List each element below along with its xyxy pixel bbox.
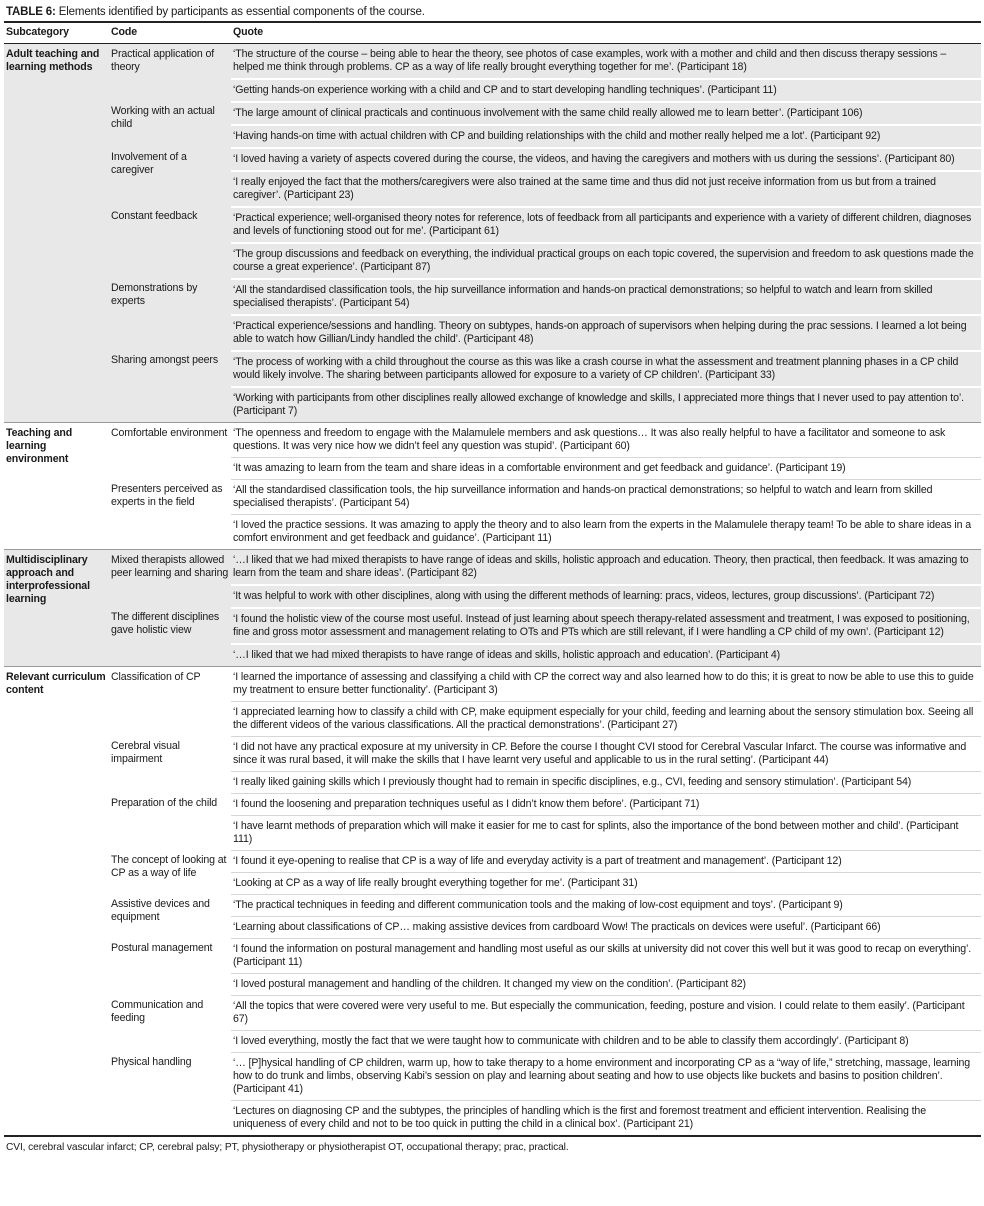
code-cell: Postural management <box>111 942 213 954</box>
code-cell: Demonstrations by experts <box>111 282 198 307</box>
table-row <box>109 793 981 850</box>
table-row <box>109 938 981 995</box>
table-footnote: CVI, cerebral vascular infarct; CP, cerebral palsy; PT, physiotherapy or physiotherapist OT, occupational therapy; prac, practical. <box>6 1142 569 1153</box>
quote-list <box>231 147 981 206</box>
quote-cell: ‘It was helpful to work with other disciplines, along with using the different methods of learning: pracs, videos, lectures, group discussions’. (Participant 72) <box>231 584 981 607</box>
quote-cell: ‘I loved postural management and handling of the children. It changed my view on the condition’. (Participant 82) <box>231 973 981 995</box>
quote-cell: ‘Practical experience; well-organised theory notes for reference, lots of feedback from all participants and experience with a variety of different children, diagnoses and levels of functioning stood out for me’. (Participant 61) <box>231 206 981 242</box>
quote-cell: ‘The openness and freedom to engage with the Malamulele members and ask questions… It was also really helpful to have a facilitator and someone to ask questions. It was very nice how we didn’t feel any question was stupid’. (Participant 60) <box>233 427 946 452</box>
quote-cell: ‘I found the loosening and preparation techniques useful as I didn’t know them before’. (Participant 71) <box>231 793 981 815</box>
quote-list <box>231 206 981 278</box>
subcategory-cell: Multidisciplinary approach and interprofessional learning <box>6 554 90 605</box>
quote-cell: ‘The process of working with a child throughout the course as this was like a crash course in what the assessment and treatment planning phases in a CP child would likely involve. The sharing between participants allowed for exposure to a variety of CP children’. (Participant 33) <box>231 350 981 386</box>
code-cell: Constant feedback <box>111 210 198 222</box>
code-cell: Physical handling <box>111 1056 192 1068</box>
quote-cell: ‘Lectures on diagnosing CP and the subtypes, the principles of handling which is the first and foremost treatment and efficient intervention. Realising the uniqueness of every child and not to be too quick in putting the child in a clinical box’. (Participant 21) <box>231 1100 981 1135</box>
table-row <box>109 147 981 206</box>
quote-list <box>231 101 981 147</box>
table-row <box>109 101 981 147</box>
code-list <box>109 423 981 549</box>
quote-cell: ‘Getting hands-on experience working with a child and CP and to start developing handling techniques’. (Participant 11) <box>231 78 981 101</box>
quote-cell: ‘… [P]hysical handling of CP children, warm up, how to take therapy to a home environment and incorporating CP as a “way of life,” stretching, massage, learning how to do trunk and limbs, observing Kabi’s session on play and learning about seating and how to use objects like buckets and basins to position children’. (Participant 41) <box>231 1052 981 1100</box>
quote-cell: ‘I loved the practice sessions. It was amazing to apply the theory and to also learn from the experts in the Malamulele therapy team! To be able to share ideas in a comfort environment and get feedback and guidance’. (Participant 11) <box>231 514 981 549</box>
quote-cell: ‘I found the holistic view of the course most useful. Instead of just learning about speech therapy-related assessment and treatment, I was exposed to positioning, fine and gross motor assessment and management relating to OTs and PTs which are still relevant, if I were handling a CP child of my own’. (Participant 12) <box>231 607 981 643</box>
header-code: Code <box>111 26 138 38</box>
quote-cell: ‘I found the information on postural management and handling most useful as our skills at university did not cover this well but it was good to recap on everything’. (Participant 11) <box>231 938 981 973</box>
code-cell: Practical application of theory <box>111 48 215 73</box>
quote-cell: ‘I have learnt methods of preparation which will make it easier for me to cast for splints, also the importance of the bond between mother and child’. (Participant 111) <box>231 815 981 850</box>
table-row <box>109 44 981 101</box>
quote-cell: ‘Looking at CP as a way of life really brought everything together for me’. (Participant 31) <box>231 872 981 894</box>
quote-cell: ‘All the topics that were covered were very useful to me. But especially the communication, feeding, posture and vision. I could relate to them easily’. (Participant 67) <box>231 995 981 1030</box>
table <box>4 21 981 1137</box>
table-header <box>4 23 981 44</box>
quote-list <box>231 667 981 736</box>
quote-cell: ‘I did not have any practical exposure at my university in CP. Before the course I thought CVI stood for Cerebral Vascular Infarct. The course was informative and since it was rural based, it will make the skills that I have learnt very useful and applicable to us in the rural setting’. (Participant 44) <box>231 736 981 771</box>
quote-list <box>231 736 981 793</box>
table-row <box>109 1052 981 1135</box>
quote-cell: ‘I learned the importance of assessing and classifying a child with CP the correct way and also learned how to do this; it is great to now be able to use this to guide my treatment to ensure better functionality’. (Participant 3) <box>233 671 974 696</box>
quote-list <box>231 423 981 479</box>
quote-cell: ‘…I liked that we had mixed therapists to have range of ideas and skills, holistic approach and education’. (Participant 4) <box>231 643 981 666</box>
code-cell: Assistive devices and equipment <box>111 898 210 923</box>
quote-list <box>231 1052 981 1135</box>
quote-cell: ‘The practical techniques in feeding and different communication tools and the making of low-cost equipment and toys’. (Participant 9) <box>231 894 981 916</box>
quote-cell: ‘The large amount of clinical practicals and continuous involvement with the same child really allowed me to learn better’. (Participant 106) <box>231 101 981 124</box>
code-cell: Comfortable environment <box>111 427 228 439</box>
table-row <box>109 206 981 278</box>
code-cell: Communication and feeding <box>111 999 204 1024</box>
subcategory-cell: Teaching and learning environment <box>6 427 73 465</box>
code-list <box>109 667 981 1135</box>
quote-cell: ‘Having hands-on time with actual children with CP and building relationships with the child and mother really helped me a lot’. (Participant 92) <box>231 124 981 147</box>
quote-list <box>231 938 981 995</box>
header-quote: Quote <box>233 26 264 38</box>
code-cell: Involvement of a caregiver <box>111 151 187 176</box>
table-row <box>109 423 981 479</box>
table-row <box>109 667 981 736</box>
table-group <box>4 422 981 549</box>
subcategory-cell: Adult teaching and learning methods <box>6 48 100 73</box>
code-cell: Working with an actual child <box>111 105 215 130</box>
quote-list <box>231 995 981 1052</box>
table-row <box>109 607 981 666</box>
table-row <box>109 894 981 938</box>
quote-list <box>231 607 981 666</box>
code-cell: The concept of looking at CP as a way of life <box>111 854 227 879</box>
quote-cell: ‘All the standardised classification tools, the hip surveillance information and hands-on practical demonstrations; so helpful to watch and learn from skilled specialised therapists’. (Participant 54) <box>231 278 981 314</box>
quote-cell: ‘I really liked gaining skills which I previously thought had to remain in specific disciplines, e.g., CVI, feeding and sensory stimulation’. (Participant 54) <box>231 771 981 793</box>
quote-cell: ‘Practical experience/sessions and handling. Theory on subtypes, hands-on approach of supervisors when helping during the prac sessions. I learned a lot being able to watch how Gillian/Lindy handled the child’. (Participant 48) <box>231 314 981 350</box>
quote-cell: ‘Working with participants from other disciplines really allowed exchange of knowledge and skills, I appreciated more things that I never used to pay attention to’. (Participant 7) <box>231 386 981 422</box>
table-group <box>4 666 981 1135</box>
quote-list <box>231 793 981 850</box>
quote-cell: ‘All the standardised classification tools, the hip surveillance information and hands-on practical demonstrations; so helpful to watch and learn from skilled specialised therapists’. (Participant 54) <box>231 479 981 514</box>
quote-cell: ‘I found it eye-opening to realise that CP is a way of life and everyday activity is a part of treatment and management’. (Participant 12) <box>231 850 981 872</box>
quote-list <box>231 894 981 938</box>
quote-cell: ‘I appreciated learning how to classify a child with CP, make equipment especially for your child, feeding and learning about the sensory stimulation box. Seeing all the different videos of the various classifications. All the practical demonstrations’. (Participant 27) <box>231 701 981 736</box>
code-cell: Cerebral visual impairment <box>111 740 180 765</box>
subcategory-cell: Relevant curriculum content <box>6 671 106 696</box>
quote-list <box>231 850 981 894</box>
quote-cell: ‘I really enjoyed the fact that the mothers/caregivers were also trained at the same time and thus did not just receive information from us but from a trained caregiver’. (Participant 23) <box>231 170 981 206</box>
quote-cell: ‘The structure of the course – being able to hear the theory, see photos of case examples, work with a mother and child and then discuss therapy sessions – helped me think through problems. CP as a way of life really brought everything together for me’. (Participant 18) <box>233 48 947 73</box>
table-row <box>109 995 981 1052</box>
quote-cell: ‘Learning about classifications of CP… making assistive devices from cardboard Wow! The practicals on devices were useful’. (Participant 66) <box>231 916 981 938</box>
table-body <box>4 44 981 1135</box>
code-cell: Preparation of the child <box>111 797 218 809</box>
table-label: TABLE 6: <box>6 6 56 18</box>
quote-list <box>231 350 981 422</box>
code-list <box>109 550 981 666</box>
table-row <box>109 736 981 793</box>
quote-list <box>231 278 981 350</box>
quote-cell: ‘…I liked that we had mixed therapists to have range of ideas and skills, holistic approach and education. Theory, then practical, then feedback. It was amazing to learn from the team and share ideas’. (Participant 82) <box>233 554 969 579</box>
table-title: Elements identified by participants as essential components of the course. <box>55 6 425 18</box>
code-cell: Presenters perceived as experts in the field <box>111 483 223 508</box>
code-cell: Classification of CP <box>111 671 201 683</box>
header-subcategory: Subcategory <box>6 26 69 38</box>
quote-cell: ‘It was amazing to learn from the team and share ideas in a comfortable environment and get feedback and guidance’. (Participant 19) <box>231 457 981 479</box>
table-row <box>109 278 981 350</box>
quote-list <box>231 550 981 607</box>
code-cell: Mixed therapists allowed peer learning and sharing <box>111 554 229 579</box>
quote-cell: ‘I loved everything, mostly the fact that we were taught how to communicate with children and to be able to classify them accordingly’. (Participant 8) <box>231 1030 981 1052</box>
quote-list <box>231 479 981 549</box>
table-row <box>109 350 981 422</box>
table-group <box>4 44 981 422</box>
table-row <box>109 479 981 549</box>
code-cell: Sharing amongst peers <box>111 354 219 366</box>
quote-list <box>231 44 981 101</box>
code-list <box>109 44 981 422</box>
code-cell: The different disciplines gave holistic view <box>111 611 220 636</box>
table-caption <box>6 6 981 18</box>
table-group <box>4 549 981 666</box>
quote-cell: ‘The group discussions and feedback on everything, the individual practical groups on each topic covered, the supervision and freedom to ask questions made the course a great experience’. (Participant 87) <box>231 242 981 278</box>
quote-cell: ‘I loved having a variety of aspects covered during the course, the videos, and having the caregivers and mothers with us during the sessions’. (Participant 80) <box>231 147 981 170</box>
table-row <box>109 850 981 894</box>
table-row <box>109 550 981 607</box>
